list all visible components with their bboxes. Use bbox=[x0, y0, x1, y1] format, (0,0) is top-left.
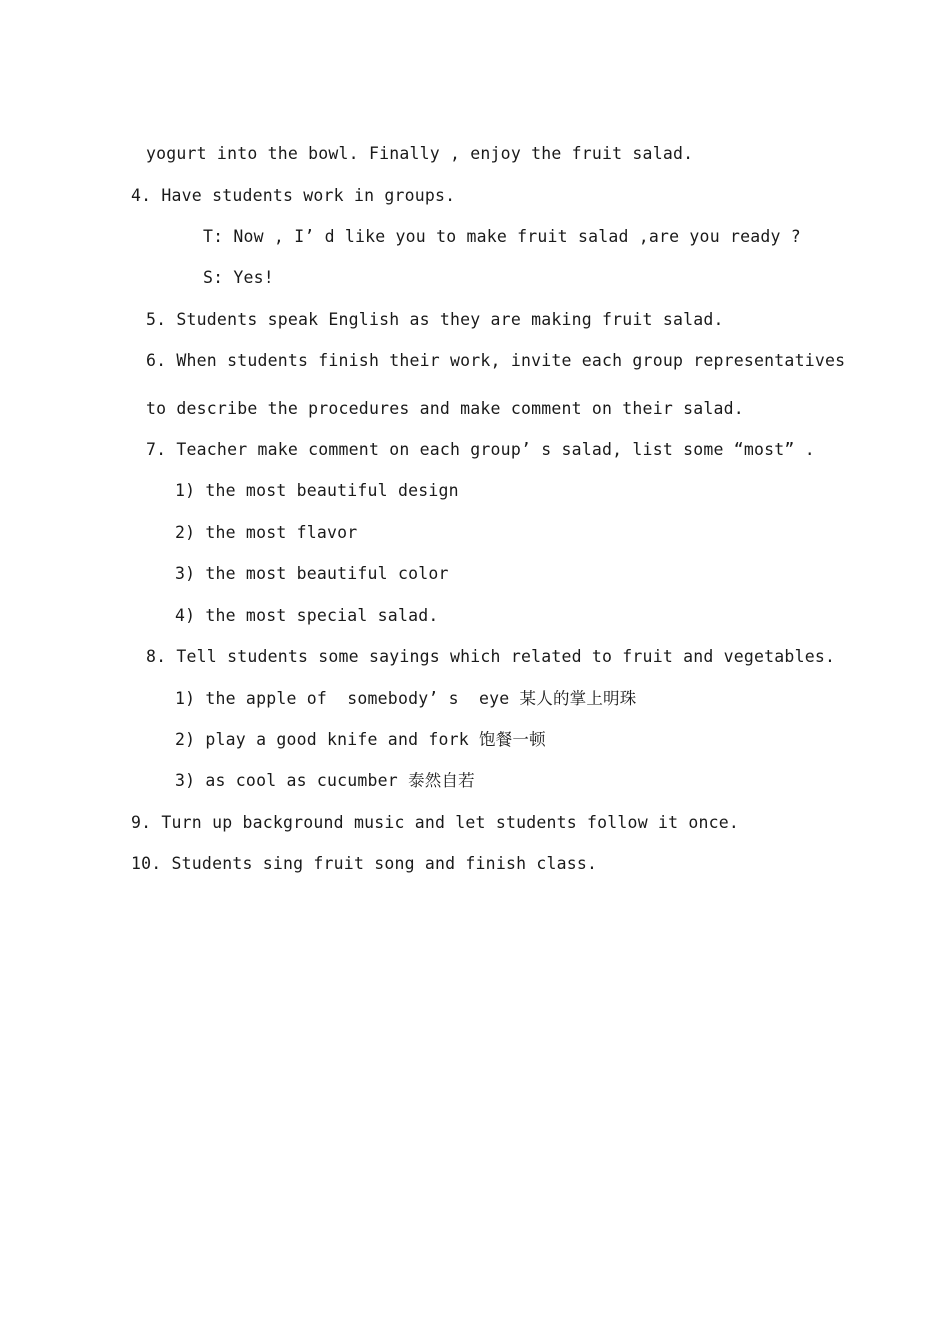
list-item-5: 5. Students speak English as they are making fruit salad. bbox=[146, 310, 724, 329]
list-item-8: 8. Tell students some sayings which related to fruit and vegetables. bbox=[146, 647, 836, 666]
list-item-10: 10. Students sing fruit song and finish class. bbox=[131, 854, 598, 873]
sub-item-7-1: 1) the most beautiful design bbox=[175, 481, 459, 500]
sub-item-8-2: 2) play a good knife and fork 饱餐一顿 bbox=[175, 730, 546, 749]
sub-item-8-1: 1) the apple of somebody’ s eye 某人的掌上明珠 bbox=[175, 689, 637, 708]
dialogue-student: S: Yes! bbox=[203, 268, 274, 287]
dialogue-teacher: T: Now , I’ d like you to make fruit salad ,are you ready ? bbox=[203, 227, 801, 246]
list-item-4: 4. Have students work in groups. bbox=[131, 186, 456, 205]
list-item-9: 9. Turn up background music and let students follow it once. bbox=[131, 813, 740, 832]
sub-item-7-4: 4) the most special salad. bbox=[175, 606, 439, 625]
list-item-6-continued: to describe the procedures and make comment on their salad. bbox=[146, 399, 744, 418]
list-item-6: 6. When students finish their work, invite each group representatives bbox=[146, 351, 846, 370]
sub-item-7-2: 2) the most flavor bbox=[175, 523, 358, 542]
text-line-1: yogurt into the bowl. Finally , enjoy the fruit salad. bbox=[146, 144, 694, 163]
sub-item-8-3: 3) as cool as cucumber 泰然自若 bbox=[175, 771, 475, 790]
sub-item-7-3: 3) the most beautiful color bbox=[175, 564, 449, 583]
list-item-7: 7. Teacher make comment on each group’ s salad, list some “most” . bbox=[146, 440, 815, 459]
